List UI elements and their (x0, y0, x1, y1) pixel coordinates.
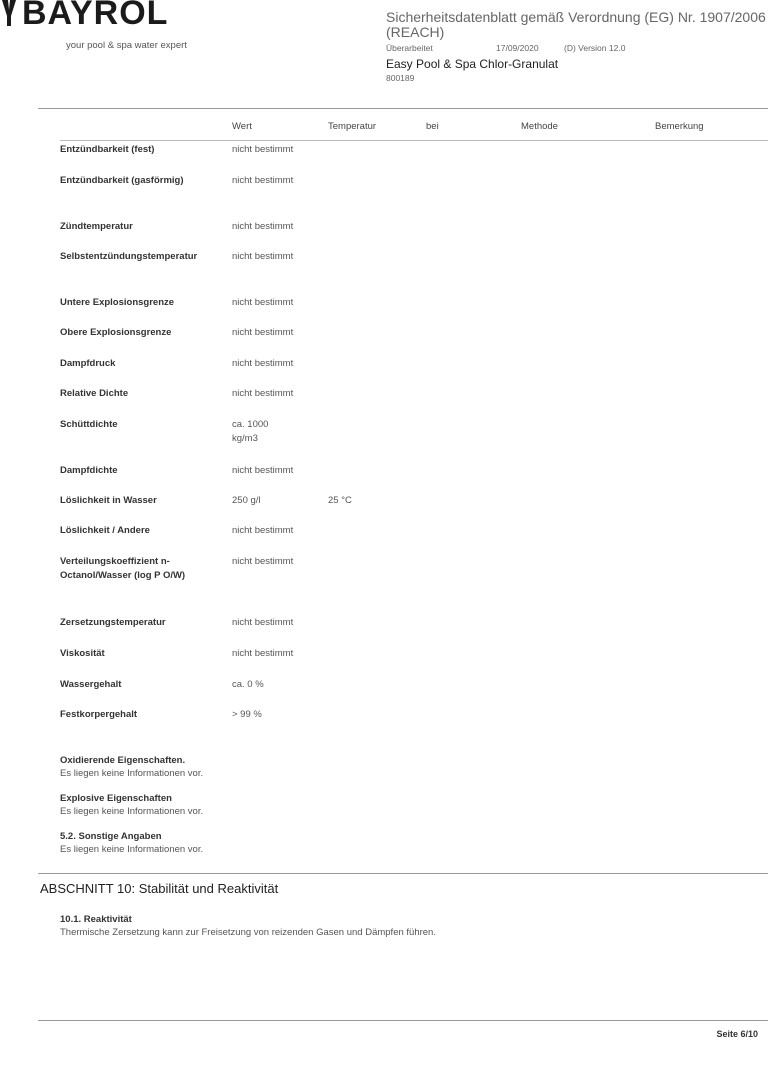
subsection-text: Es liegen keine Informationen vor. (60, 806, 204, 817)
brand-tagline: your pool & spa water expert (66, 40, 187, 51)
property-name: Löslichkeit / Andere (60, 525, 150, 536)
subsection-title: 5.2. Sonstige Angaben (60, 831, 162, 842)
property-name: Relative Dichte (60, 388, 129, 399)
property-name: Untere Explosionsgrenze (60, 297, 175, 308)
property-value: > 99 % (232, 709, 262, 720)
property-name: Verteilungskoeffizient n-Octanol/Wasser (log P O/W) (60, 556, 186, 581)
property-value: nicht bestimmt (232, 358, 294, 369)
subsection-title: 10.1. Reaktivität (60, 914, 132, 925)
property-name: Dampfdruck (60, 358, 116, 369)
oxidizing-properties (60, 754, 750, 780)
property-value: ca. 0 % (232, 679, 264, 690)
property-temperature: 25 °C (328, 495, 352, 506)
explosive-properties (60, 792, 750, 818)
property-value: nicht bestimmt (232, 327, 294, 338)
column-header-temperatur: Temperatur (328, 121, 377, 132)
property-value: nicht bestimmt (232, 617, 294, 628)
subsection-text: Es liegen keine Informationen vor. (60, 768, 204, 779)
product-code: 800189 (386, 73, 415, 83)
section-10-title: ABSCHNITT 10: Stabilität und Reaktivität (40, 881, 279, 896)
property-name: Entzündbarkeit (fest) (60, 144, 155, 155)
property-name: Obere Explosionsgrenze (60, 327, 172, 338)
property-value: nicht bestimmt (232, 297, 294, 308)
column-header-wert: Wert (232, 121, 252, 132)
property-name: Löslichkeit in Wasser (60, 495, 157, 506)
subsection-text: Thermische Zersetzung kann zur Freisetzung von reizenden Gasen und Dämpfen führen. (60, 927, 436, 938)
property-value: nicht bestimmt (232, 648, 294, 659)
column-header-bei: bei (426, 121, 439, 132)
property-name: Selbstentzündungstemperatur (60, 251, 198, 262)
revised-date: 17/09/2020 (496, 43, 539, 53)
subsection-title: Oxidierende Eigenschaften. (60, 755, 186, 766)
property-name: Viskosität (60, 648, 105, 659)
brand-name: BAYROL (22, 0, 169, 32)
property-name: Zersetzungstemperatur (60, 617, 166, 628)
property-value: nicht bestimmt (232, 144, 294, 155)
product-name: Easy Pool & Spa Chlor-Granulat (386, 57, 559, 71)
revision-line (386, 43, 766, 53)
subsection-title: Explosive Eigenschaften (60, 793, 172, 804)
header-divider (38, 108, 768, 109)
property-value: ca. 1000 kg/m3 (232, 419, 269, 444)
column-header-methode: Methode (521, 121, 558, 132)
document-title: Sicherheitsdatenblatt gemäß Verordnung (EG) Nr. 1907/2006 (REACH) (386, 9, 766, 40)
version: (D) Version 12.0 (564, 43, 626, 53)
reactivity (60, 913, 750, 939)
property-value: 250 g/l (232, 495, 261, 506)
revised-label: Überarbeitet (386, 43, 433, 53)
page-number: Seite 6/10 (716, 1029, 758, 1039)
property-value: nicht bestimmt (232, 175, 294, 186)
property-value: nicht bestimmt (232, 525, 294, 536)
footer-divider (38, 1020, 768, 1021)
other-information (60, 830, 750, 856)
property-value: nicht bestimmt (232, 465, 294, 476)
property-value: nicht bestimmt (232, 251, 294, 262)
property-value: nicht bestimmt (232, 388, 294, 399)
property-value: nicht bestimmt (232, 221, 294, 232)
property-name: Dampfdichte (60, 465, 118, 476)
section-divider (38, 873, 768, 874)
bayrol-logo-icon (2, 0, 16, 26)
property-name: Zündtemperatur (60, 221, 133, 232)
table-header-divider (60, 140, 768, 141)
subsection-text: Es liegen keine Informationen vor. (60, 844, 204, 855)
document-header (386, 10, 766, 83)
property-name: Entzündbarkeit (gasförmig) (60, 175, 184, 186)
property-name: Schüttdichte (60, 419, 118, 430)
brand-logo (0, 0, 260, 60)
column-header-bemerkung: Bemerkung (655, 121, 704, 132)
property-name: Festkorpergehalt (60, 709, 138, 720)
property-value: nicht bestimmt (232, 556, 294, 567)
property-name: Wassergehalt (60, 679, 122, 690)
